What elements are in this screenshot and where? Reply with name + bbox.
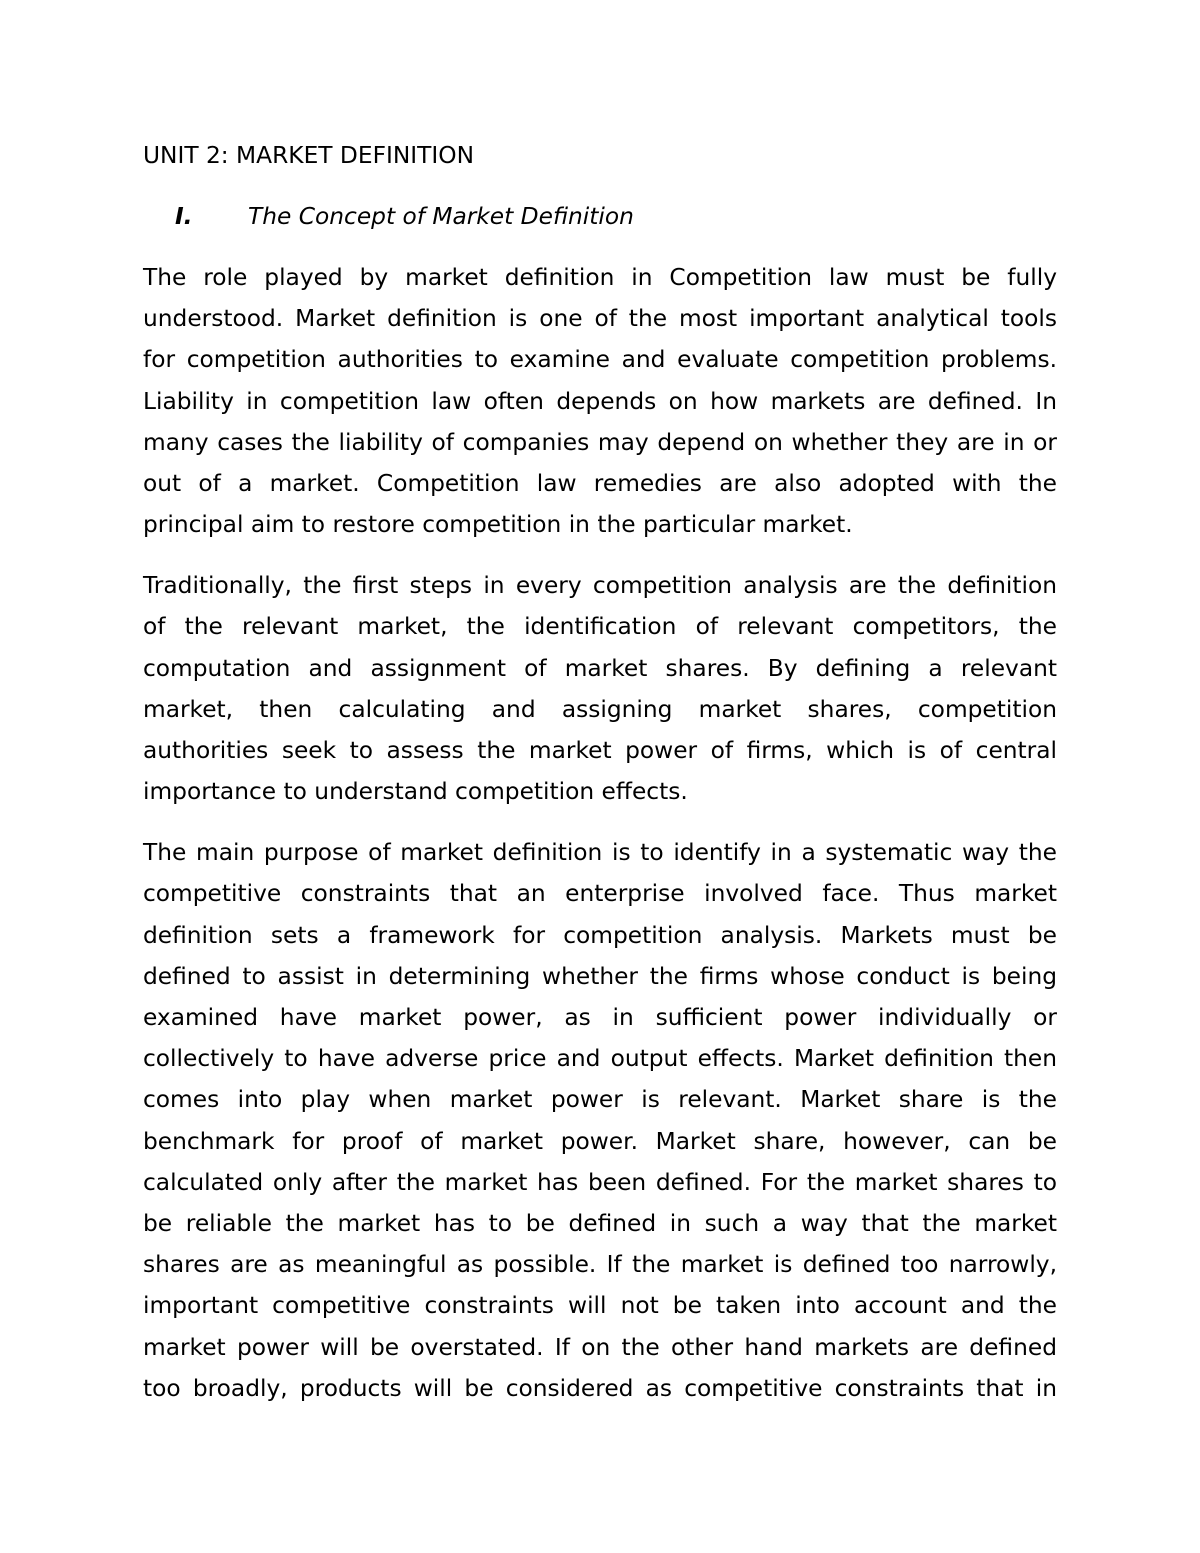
text-line: competitive constraints that an enterprise involved face. Thus market <box>143 880 1057 908</box>
paragraph-2 <box>143 565 1057 812</box>
text-line: market, then calculating and assigning market shares, competition <box>143 695 1057 723</box>
text-line: collectively to have adverse price and output effects. Market definition then <box>143 1045 1057 1073</box>
document-body <box>143 135 1057 1429</box>
unit-heading: UNIT 2: MARKET DEFINITION <box>143 142 475 169</box>
text-line: Liability in competition law often depends on how markets are defined. In <box>143 387 1057 415</box>
text-line: shares are as meaningful as possible. If the market is defined too narrowly, <box>143 1251 1057 1279</box>
text-line: principal aim to restore competition in the particular market. <box>143 511 853 539</box>
paragraph-1 <box>143 257 1057 545</box>
section-title: The Concept of Market Definition <box>248 203 634 230</box>
text-line: market power will be overstated. If on the other hand markets are defined <box>143 1333 1057 1361</box>
text-line: examined have market power, as in sufficient power individually or <box>143 1004 1057 1032</box>
text-line: definition sets a framework for competition analysis. Markets must be <box>143 921 1057 949</box>
text-line: important competitive constraints will not be taken into account and the <box>143 1292 1057 1320</box>
text-line: Traditionally, the first steps in every competition analysis are the definition <box>143 572 1057 600</box>
text-line: many cases the liability of companies may depend on whether they are in or <box>143 428 1057 456</box>
text-line: for competition authorities to examine and evaluate competition problems. <box>143 346 1057 374</box>
text-line: be reliable the market has to be defined in such a way that the market <box>143 1210 1057 1238</box>
text-line: computation and assignment of market shares. By defining a relevant <box>143 654 1057 682</box>
text-line: calculated only after the market has been defined. For the market shares to <box>143 1168 1057 1196</box>
text-line: authorities seek to assess the market power of firms, which is of central <box>143 737 1057 765</box>
text-line: The role played by market definition in Competition law must be fully <box>143 264 1057 291</box>
text-line: too broadly, products will be considered as competitive constraints that in <box>143 1374 1057 1402</box>
section-number: I. <box>175 203 193 230</box>
text-line: understood. Market definition is one of the most important analytical tools <box>143 305 1057 333</box>
text-line: The main purpose of market definition is to identify in a systematic way the <box>143 839 1057 867</box>
section-heading <box>143 196 1057 237</box>
text-line: of the relevant market, the identification of relevant competitors, the <box>143 613 1057 641</box>
paragraph-3 <box>143 832 1057 1409</box>
text-line: defined to assist in determining whether the firms whose conduct is being <box>143 962 1057 990</box>
text-line: comes into play when market power is relevant. Market share is the <box>143 1086 1057 1114</box>
text-line: out of a market. Competition law remedies are also adopted with the <box>143 470 1057 498</box>
text-line: importance to understand competition effects. <box>143 778 688 806</box>
text-line: benchmark for proof of market power. Market share, however, can be <box>143 1127 1057 1155</box>
